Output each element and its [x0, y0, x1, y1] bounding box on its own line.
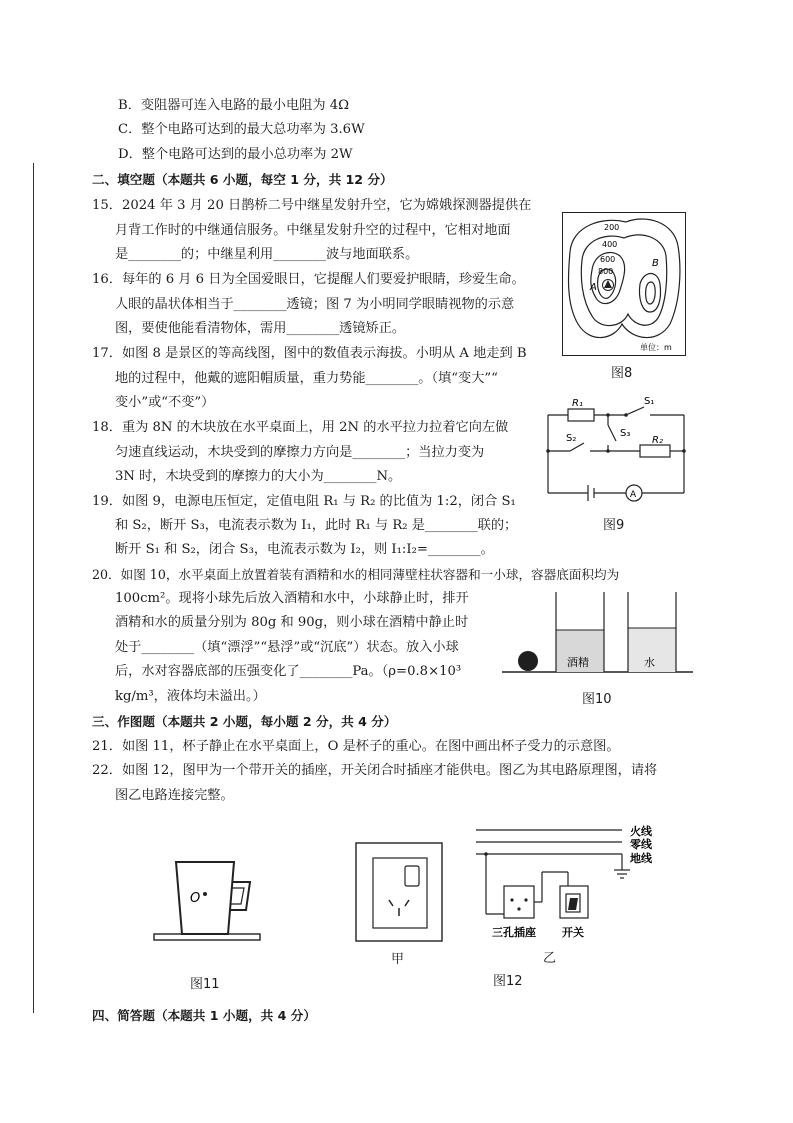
section-4-heading: 四、简答题（本题共 1 小题，共 4 分） [92, 1008, 316, 1023]
q17-line-3: 变小”或“不变”） [115, 395, 215, 410]
center-of-gravity-label: O [190, 891, 201, 906]
figure-12-caption: 图12 [493, 974, 523, 989]
q16-line-1: 16．每年的 6 月 6 日为全国爱眼日，它提醒人们要爱护眼睛，珍爱生命。 [92, 272, 525, 287]
figure-11-caption: 图11 [190, 977, 220, 992]
q15-line-1: 15．2024 年 3 月 20 日鹊桥二号中继星发射升空，它为嫦娥探测器提供在 [92, 198, 532, 213]
q21-text: 21．如图 11，杯子静止在水平桌面上，O 是杯子的重心。在图中画出杯子受力的示意图。 [92, 739, 620, 754]
point-b-label: B [652, 258, 659, 269]
q22-line-1: 22．如图 12，图甲为一个带开关的插座，开关闭合时插座才能供电。图乙为其电路原理图，请将 [92, 763, 658, 778]
figure-12-jia-label: 甲 [391, 952, 405, 967]
s2-label: S₂ [566, 433, 577, 444]
figure-12-yi-label: 乙 [543, 951, 557, 966]
q18-line-2: 匀速直线运动，木块受到的摩擦力方向是________；当拉力变为 [115, 445, 485, 460]
q17-line-2: 地的过程中，他戴的遮阳帽质量，重力势能________。（填“变大”“ [115, 371, 498, 386]
q18-line-1: 18．重为 8N 的木块放在水平桌面上，用 2N 的水平拉力拉着它向左做 [92, 420, 509, 435]
point-a-label: A [590, 282, 597, 293]
q19-line-3: 断开 S₁ 和 S₂，闭合 S₃，电流表示数为 I₂，则 I₁:I₂=________。 [115, 542, 494, 557]
r2-label: R₂ [652, 435, 663, 446]
contour-label-200: 200 [604, 223, 620, 232]
q22-line-2: 图乙电路连接完整。 [115, 788, 234, 803]
figure-11-cup [150, 848, 265, 948]
switch-label: 开关 [562, 926, 584, 939]
q18-line-3: 3N 时，木块受到的摩擦力的大小为________N。 [115, 469, 402, 484]
q19-line-1: 19．如图 9，电源电压恒定，定值电阻 R₁ 与 R₂ 的比值为 1:2，闭合 S₁ [92, 494, 516, 509]
figure-8-caption: 图8 [611, 366, 633, 381]
q19-line-2: 和 S₂，断开 S₃，电流表示数为 I₁，此时 R₁ 与 R₂ 是________联的； [115, 518, 518, 533]
q17-line-1: 17．如图 8 是景区的等高线图，图中的数值表示海拔。小明从 A 地走到 B [92, 346, 527, 361]
section-3-heading: 三、作图题（本题共 2 小题，每小题 2 分，共 4 分） [92, 714, 397, 729]
figure-9-caption: 图9 [603, 518, 625, 533]
contour-label-600: 600 [600, 255, 616, 264]
s3-label: S₃ [620, 428, 631, 439]
binding-margin-line [33, 163, 34, 1013]
figure-9-circuit [540, 395, 690, 507]
q16-line-2: 人眼的晶状体相当于________透镜；图 7 为小明同学眼睛视物的示意 [115, 297, 515, 312]
neutral-wire-label: 零线 [630, 838, 652, 851]
figure-12-yi-wiring [472, 818, 664, 968]
q20-line-2: 100cm²。现将小球先后放入酒精和水中，小球静止时，排开 [115, 591, 469, 606]
option-d: D．整个电路可达到的最小总功率为 2W [118, 147, 353, 162]
q16-line-3: 图，要使他能看清物体，需用________透镜矫正。 [115, 321, 406, 336]
contour-label-400: 400 [602, 240, 618, 249]
figure-10-containers [500, 588, 695, 678]
section-2-heading: 二、填空题（本题共 6 小题，每空 1 分，共 12 分） [92, 172, 393, 187]
s1-label: S₁ [644, 396, 655, 407]
ammeter-label: A [630, 490, 637, 500]
water-label: 水 [644, 656, 655, 669]
unit-label: 单位：m [640, 343, 672, 352]
q20-line-3: 酒精和水的质量分别为 80g 和 90g，则小球在酒精中静止时 [115, 615, 469, 630]
option-b: B．变阻器可连入电路的最小电阻为 4Ω [118, 98, 350, 113]
q20-line-6: kg/m³，液体均未溢出。） [115, 689, 266, 704]
contour-label-800: 800 [598, 267, 614, 276]
ground-wire-label: 地线 [630, 852, 652, 865]
q15-line-2: 月背工作时的中继通信服务。中继星发射升空的过程中，它相对地面 [115, 223, 511, 238]
figure-10-caption: 图10 [582, 692, 612, 707]
q20-line-5: 后，水对容器底部的压强变化了________Pa。（ρ=0.8×10³ [115, 664, 462, 679]
option-c: C．整个电路可达到的最大总功率为 3.6W [118, 122, 365, 137]
alcohol-label: 酒精 [567, 656, 589, 669]
r1-label: R₁ [572, 398, 583, 409]
figure-8-contour-map [562, 212, 686, 356]
figure-12-jia-socket [355, 842, 443, 942]
q20-line-4: 处于________（填“漂浮”“悬浮”或“沉底”）状态。放入小球 [115, 640, 459, 655]
socket-label: 三孔插座 [492, 926, 536, 939]
q15-line-3: 是________的；中继星利用________波与地面联系。 [115, 247, 419, 262]
live-wire-label: 火线 [630, 825, 652, 838]
q20-line-1: 20．如图 10，水平桌面上放置着装有酒精和水的相同薄壁柱状容器和一小球，容器底面积均为 [92, 567, 620, 582]
